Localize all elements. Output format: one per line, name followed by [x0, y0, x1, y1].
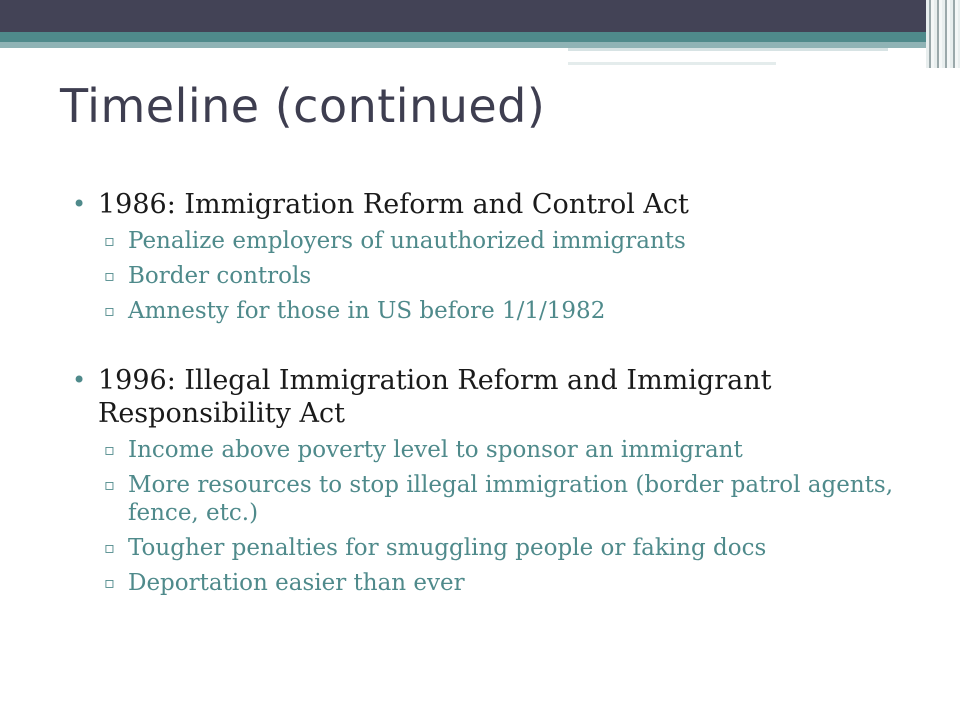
sub-bullet-text: More resources to stop illegal immigration (border patrol agents, fence, etc.): [128, 472, 894, 526]
sub-bullet-text: Tougher penalties for smuggling people or faking docs: [128, 535, 767, 561]
sub-bullet-square-icon: ▫: [104, 538, 115, 557]
header-accent-line: [568, 48, 888, 51]
sub-bullet-square-icon: ▫: [104, 573, 115, 592]
header-stripes: [926, 0, 960, 68]
sub-bullet-item: [72, 297, 902, 325]
sub-bullet-text: Amnesty for those in US before 1/1/1982: [128, 298, 606, 324]
sub-bullet-item: [72, 227, 902, 255]
sub-bullet-item: [72, 471, 902, 527]
bullet-item: [72, 188, 902, 221]
sub-bullet-item: [72, 534, 902, 562]
sub-bullet-square-icon: ▫: [104, 266, 115, 285]
spacer: [72, 332, 902, 364]
sub-bullet-square-icon: ▫: [104, 440, 115, 459]
sub-bullet-item: [72, 262, 902, 290]
sub-bullet-square-icon: ▫: [104, 301, 115, 320]
sub-bullet-text: Penalize employers of unauthorized immigrants: [128, 228, 686, 254]
header-accent-line: [568, 62, 776, 65]
sub-bullet-square-icon: ▫: [104, 475, 115, 494]
sub-bullet-text: Border controls: [128, 263, 312, 289]
header-teal-bar: [0, 32, 960, 42]
sub-bullet-item: [72, 569, 902, 597]
bullet-item: [72, 364, 902, 430]
slide-title: Timeline (continued): [60, 79, 546, 133]
bullet-dot-icon: •: [72, 190, 87, 218]
bullet-text: 1986: Immigration Reform and Control Act: [98, 189, 689, 220]
bullet-text: 1996: Illegal Immigration Reform and Immigrant Responsibility Act: [98, 365, 772, 429]
sub-bullet-item: [72, 436, 902, 464]
slide-content: [72, 188, 902, 604]
header-dark-bar: [0, 0, 960, 32]
bullet-group: [72, 188, 902, 325]
bullet-group: [72, 364, 902, 597]
sub-bullet-square-icon: ▫: [104, 231, 115, 250]
sub-bullet-text: Deportation easier than ever: [128, 570, 465, 596]
sub-bullet-text: Income above poverty level to sponsor an immigrant: [128, 437, 743, 463]
bullet-dot-icon: •: [72, 366, 87, 394]
